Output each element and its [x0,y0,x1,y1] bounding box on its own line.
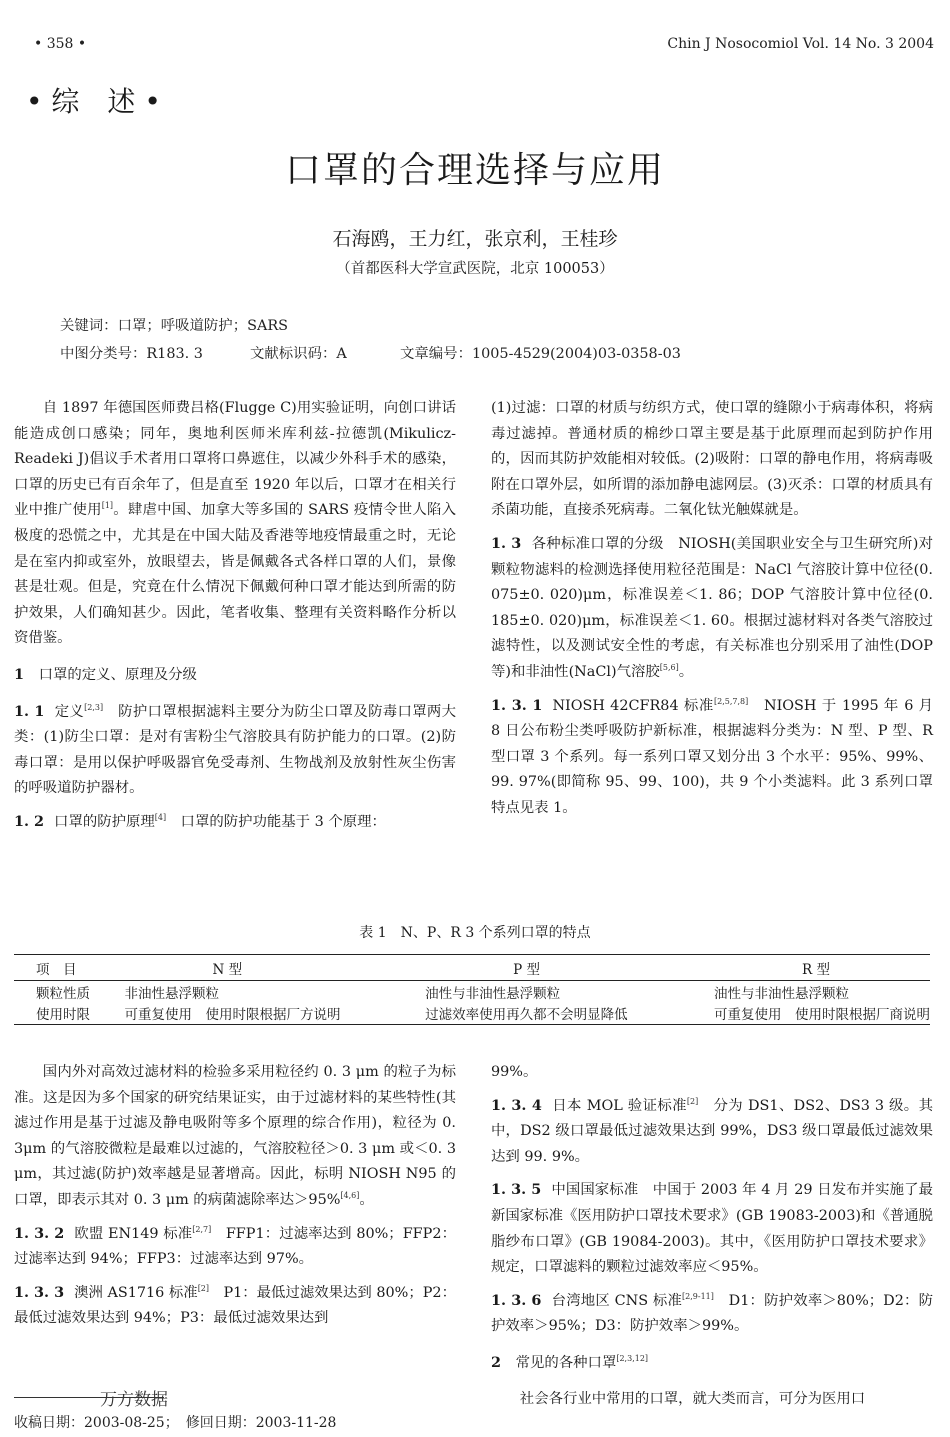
principles-paragraph: (1)过滤：口罩的材质与纺织方式，使口罩的缝隙小于病毒体积，将病毒过滤掉。普通材质的棉纱口罩主要是基于此原理而起到防护作用的，因而其防护效能相对较低。(2)吸附：口罩的静电作用，将病毒吸附在口罩外层，如所谓的添加静电滤网层。(3)灭杀：口罩的材质具有杀菌功能，直接杀死病毒。二氧化钛光触媒就是。 [491,400,933,519]
citation: [2,5,7,8] [714,696,749,706]
citation: [1] [101,501,114,511]
table-header-cell: R 型 [692,955,930,981]
table-1 [14,954,930,1025]
section-heading-2: 2 常见的各种口罩[2,3,12] [491,1353,649,1371]
table-cell: 颗粒性质 [36,985,90,1002]
citation: [2,7] [192,1224,212,1234]
keywords: 关键词：口罩；呼吸道防护；SARS [60,318,289,334]
table-header-row [14,955,930,981]
table-cell: 油性与非油性悬浮颗粒 [714,985,849,1002]
section-1-3-4: 1. 3. 4 日本 MOL 验证标准[2] 分为 DS1、DS2、DS3 3 级。其中，DS2 级口罩最低过滤效果达到 99%，DS3 级口罩最低过滤效果达到 99. 9%。 [491,1096,933,1165]
masks-paragraph: 社会各行业中常用的口罩，就大类而言，可分为医用口 [519,1390,866,1407]
section-tag: • 综 述 • [26,85,161,118]
right-column-lower [491,1060,933,1419]
table-cell: 非油性悬浮颗粒 [124,985,220,1002]
left-column-upper [14,396,456,843]
page-number: • 358 • [34,36,87,52]
article-number: 文章编号：1005-4529(2004)03-0358-03 [400,346,681,362]
table-cell: 可重复使用 使用时限根据厂商说明 [692,1003,930,1025]
table-header-cell: P 型 [403,955,692,981]
clc-number: 中图分类号：R183. 3 [60,346,203,362]
citation: [2] [197,1283,210,1293]
table-cell: 使用时限 [14,1003,103,1025]
filter-paragraph: 国内外对高效过滤材料的检验多采用粒径约 0. 3 μm 的粒子为标准。这是因为多个国家的研究结果证实，由于过滤材料的某些特性(其滤过作用是基于过滤及静电吸附等多个原理的综合作用)，粒径为 0. 3μm 的气溶胶微粒是最难以过滤的，气溶胶粒径＞0. 3 μm 或＜0. 3 μm，其过滤(防护)效率越是显著增高。因此，标明 NIOSH N95 的口罩，即表示其对 0. 3 μm 的病菌滤除率达＞95%[4,6]。 [14,1064,456,1208]
intro-paragraph: 自 1897 年德国医师费吕格(Flugge C)用实验证明，向创口讲话能造成创口感染；同年，奥地利医师米库利兹-拉德凯(Mikulicz-Readeki J)倡议手术者用口罩将口鼻遮住，以减少外科手术的感染，口罩的历史已有百余年了，但是直至 1920 年以后，口罩才在相关行业中推广使用[1]。肆虐中国、加拿大等多国的 SARS 疫情令世人陷入极度的恐慌之中，尤其是在中国大陆及香港等地疫情最重之时，无论是在室内抑或室外，放眼望去，皆是佩戴各式各样口罩的人们，景像甚是壮观。但是，究竟在什么情况下佩戴何种口罩才能达到所需的防护效果，人们确知甚少。因此，笔者收集、整理有关资料略作分析以资借鉴。 [14,400,456,647]
section-heading-1: 1 口罩的定义、原理及分级 [14,665,197,683]
article-title: 口罩的合理选择与应用 [284,150,665,191]
citation: [2,3,12] [616,1354,649,1364]
table-cell: 可重复使用 使用时限根据厂方说明 [103,1003,404,1025]
section-1-3-5: 1. 3. 5 中国国家标准 中国于 2003 年 4 月 29 日发布并实施了最新国家标准《医用防护口罩技术要求》(GB 19083-2003)和《普通脱脂纱布口罩》(GB 19084-2003)。其中，《医用防护口罩技术要求》规定，口罩滤料的颗粒过滤效率应＜95%。 [491,1181,933,1276]
citation: [4] [154,813,167,823]
section-1-1: 1. 1 定义[2,3] 防护口罩根据滤料主要分为防尘口罩及防毒口罩两大类：(1)防尘口罩：是对有害粉尘气溶胶具有防护能力的口罩。(2)防毒口罩：是用以保护呼吸器官免受毒剂、生物战剂及放射性灰尘伤害的呼吸道防护器材。 [14,702,456,797]
received-dates: 收稿日期：2003-08-25； 修回日期：2003-11-28 [14,1415,337,1431]
table-header-cell: 项 目 [14,955,103,981]
citation: [4,6] [340,1191,360,1201]
citation: [5,6] [659,663,679,673]
continuation-text: 99%。 [491,1064,538,1080]
section-1-2: 1. 2 口罩的防护原理[4] 口罩的防护功能基于 3 个原理： [14,812,386,830]
section-1-3: 1. 3 各种标准口罩的分级 NIOSH(美国职业安全与卫生研究所)对颗粒物滤料的检测选择使用粒径范围是：NaCl 气溶胶计算中位径(0. 075±0. 020)μm，标准误差＜1. 86；DOP 气溶胶计算中位径(0. 185±0. 020)μm，标准误差＜1. 60。根据过滤材料对各类气溶胶过滤特性，以及测试安全性的考虑，有关标准也分别采用了油性(DOP 等)和非油性(NaCl)气溶胶[5,6]。 [491,534,933,680]
journal-header: Chin J Nosocomiol Vol. 14 No. 3 2004 [667,36,934,52]
table-row [14,1003,930,1025]
document-code: 文献标识码：A [250,346,347,362]
watermark: 万方数据 [100,1390,168,1410]
table-cell: 过滤效率使用再久都不会明显降低 [403,1003,692,1025]
section-1-3-6: 1. 3. 6 台湾地区 CNS 标准[2,9-11] D1：防护效率＞80%；D2：防护效率＞95%；D3：防护效率＞99%。 [491,1291,933,1335]
citation: [2,9-11] [682,1291,714,1301]
section-1-3-2: 1. 3. 2 欧盟 EN149 标准[2,7] FFP1：过滤率达到 80%；FFP2：过滤率达到 94%；FFP3：过滤率达到 97%。 [14,1224,456,1268]
table-header-cell: N 型 [103,955,404,981]
left-column-lower [14,1060,456,1339]
citation: [2,3] [84,702,104,712]
citation: [2] [686,1096,699,1106]
section-1-3-3: 1. 3. 3 澳洲 AS1716 标准[2] P1：最低过滤效果达到 80%；P2：最低过滤效果达到 94%；P3：最低过滤效果达到 [14,1283,456,1327]
table-caption: 表 1 N、P、R 3 个系列口罩的特点 [359,925,591,941]
table-row [14,981,930,1003]
section-1-3-1: 1. 3. 1 NIOSH 42CFR84 标准[2,5,7,8] NIOSH 于 1995 年 6 月 8 日公布粉尘类呼吸防护新标准，根据滤料分类为：N 型、P 型、R 型口罩 3 个系列。每一系列口罩又划分出 3 个水平：95%、99%、99. 97%(即简称 95、99、100)，共 9 个小类滤料。此 3 系列口罩特点见表 1。 [491,696,933,816]
authors: 石海鸥，王力红，张京利，王桂珍 [332,228,618,250]
table-cell: 油性与非油性悬浮颗粒 [425,985,561,1002]
right-column-upper [491,396,933,829]
affiliation: （首都医科大学宣武医院，北京 100053） [336,261,614,277]
